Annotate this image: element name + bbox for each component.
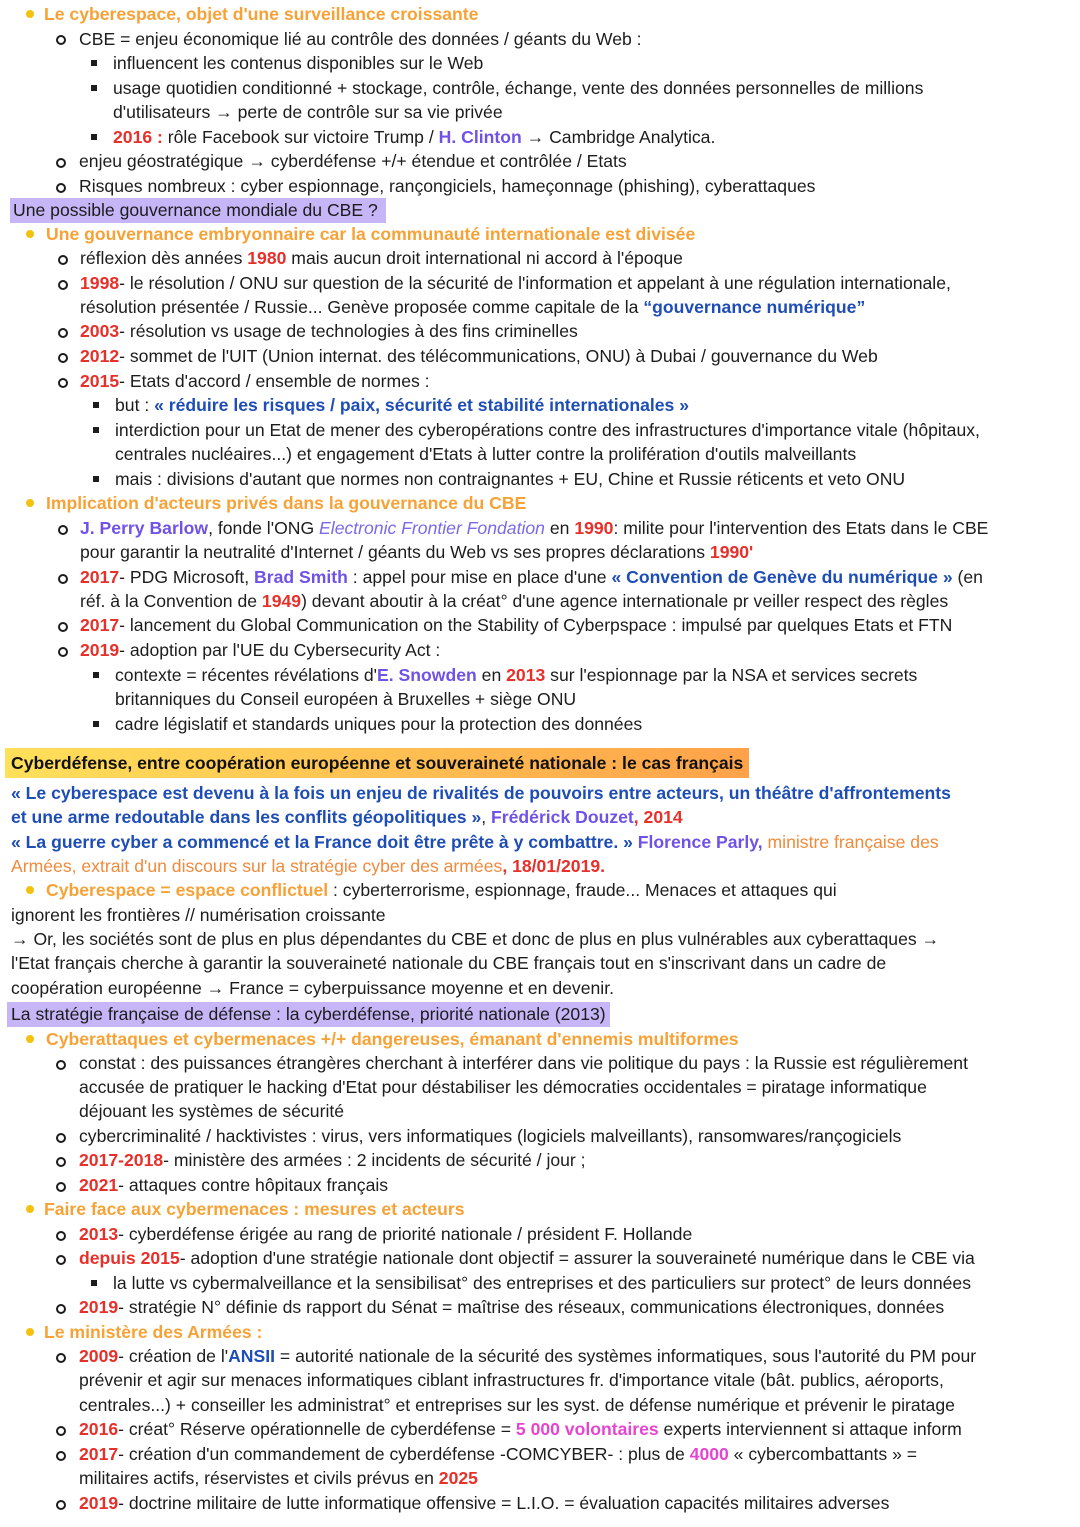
square-bullet-icon [91, 134, 97, 140]
text-line: contexte = récentes révélations d'E. Snowden en 2013 sur l'espionnage par la NSA et services secrets [115, 665, 918, 685]
square-bullet-icon [93, 672, 99, 678]
bullet-title-gouvernance: Une gouvernance embryonnaire car la communauté internationale est divisée [46, 224, 696, 244]
number: 5 000 volontaires [515, 1419, 659, 1439]
bullet-dot-icon [26, 230, 34, 238]
text-line: 2012- sommet de l'UIT (Union internat. des télécommunications, ONU) à Dubai / gouvernance du Web [80, 346, 878, 366]
author: Florence Parly, [632, 832, 763, 852]
circle-bullet-icon [56, 1133, 66, 1143]
quote: et une arme redoutable dans les conflits géopolitiques » [11, 807, 482, 827]
org-name: ANSII [228, 1346, 276, 1366]
text-line: 2021- attaques contre hôpitaux français [79, 1175, 389, 1195]
date: , 18/01/2019. [502, 856, 606, 876]
year: 2025 [438, 1468, 478, 1488]
year: , 2014 [633, 807, 683, 827]
text-line: mais : divisions d'autant que normes non contraignantes + EU, Chine et Russie réticents et veto ONU [115, 469, 906, 489]
bullet-title-acteurs-prives: Implication d'acteurs privés dans la gouvernance du CBE [46, 493, 527, 513]
year: 2017-2018 [79, 1150, 164, 1170]
text-line: réf. à la Convention de 1949) devant aboutir à la créat° d'une agence internationale pr veiller respect des règles [80, 591, 949, 611]
quote-line: et une arme redoutable dans les conflits géopolitiques », Frédérick Douzet, 2014 [11, 807, 683, 827]
section-heading-gouvernance: Une possible gouvernance mondiale du CBE ? [10, 198, 386, 223]
text-line: d'utilisateurs → perte de contrôle sur sa vie privée [113, 102, 503, 122]
quote: “gouvernance numérique” [643, 297, 866, 317]
bullet-title-surveillance: Le cyberespace, objet d'une surveillance croissante [44, 4, 479, 24]
circle-bullet-icon [58, 378, 68, 388]
year: 1980 [247, 248, 287, 268]
text-line: influencent les contenus disponibles sur le Web [113, 53, 484, 73]
year: 1990 [574, 518, 614, 538]
circle-bullet-icon [56, 1500, 66, 1510]
text-line: 2009- création de l'ANSII = autorité nationale de la sécurité des systèmes informatiques, sous l'autorité du PM pour [79, 1346, 977, 1366]
text-line: 2017- PDG Microsoft, Brad Smith : appel pour mise en place d'une « Convention de Genève du numérique » (en [80, 567, 983, 587]
year: 2016 : [113, 127, 163, 147]
year: 2017 [79, 1444, 119, 1464]
text-line: 2019- stratégie N° définie ds rapport du Sénat = maîtrise des réseaux, communications électroniques, données [79, 1297, 945, 1317]
bullet-dot-icon [26, 1205, 34, 1213]
bullet-dot-icon [26, 886, 34, 894]
number: 4000 [689, 1444, 729, 1464]
circle-bullet-icon [56, 158, 66, 168]
text-line [113, 125, 715, 150]
year: 2019 [80, 640, 120, 660]
bullet-title-cyberattaques: Cyberattaques et cybermenaces +/+ dangereuses, émanant d'ennemis multiformes [46, 1029, 739, 1049]
year: 2019 [79, 1297, 119, 1317]
quote: « réduire les risques / paix, sécurité et stabilité internationales » [154, 395, 689, 415]
person-name: Brad Smith [254, 567, 348, 587]
text-line: accusée de pratiquer le hacking d'Etat pour déstabiliser les démocraties occidentales = piratage informatique [79, 1077, 927, 1097]
year: 1998 [80, 273, 120, 293]
circle-bullet-icon [58, 353, 68, 363]
year: 2015 [80, 371, 120, 391]
text-line: CBE = enjeu économique lié au contrôle des données / géants du Web : [79, 29, 642, 49]
text-line: centrales nucléaires...) et engagement d'Etats à lutter contre la prolifération d'outils malveillants [115, 444, 857, 464]
square-bullet-icon [93, 427, 99, 433]
text-line: constat : des puissances étrangères cherchant à interférer dans vie politique du pays : la Russie est régulièrement [79, 1053, 968, 1073]
person-name: E. Snowden [377, 665, 477, 685]
circle-bullet-icon [56, 183, 66, 193]
quote-line [11, 830, 939, 855]
text-line: 2016- créat° Réserve opérationnelle de cyberdéfense = 5 000 volontaires experts interviennent si attaque inform [79, 1419, 962, 1439]
text-line: cybercriminalité / hacktivistes : virus, vers informatiques (logiciels malveillants), ransomwares/rançogiciels [79, 1126, 902, 1146]
text-line: 2015- Etats d'accord / ensemble de normes : [80, 371, 430, 391]
circle-bullet-icon [56, 1231, 66, 1241]
text-line: coopération européenne → France = cyberpuissance moyenne et en devenir. [11, 978, 614, 998]
bullet-title-mesures: Faire face aux cybermenaces : mesures et acteurs [44, 1199, 465, 1219]
text-line: la lutte vs cybermalveillance et la sensibilisat° des entreprises et des particuliers sur protect° de leurs données [113, 1273, 972, 1293]
text-line: cadre législatif et standards uniques pour la protection des données [115, 714, 643, 734]
text-line: → Or, les sociétés sont de plus en plus dépendantes du CBE et donc de plus en plus vulnérables aux cyberattaques → [11, 929, 940, 949]
text-line: 2019- adoption par l'UE du Cybersecurity Act : [80, 640, 441, 660]
circle-bullet-icon [56, 35, 66, 45]
circle-bullet-icon [56, 1426, 66, 1436]
text-line: pour garantir la neutralité d'Internet / géants du Web vs ses propres déclarations 1990' [80, 542, 754, 562]
person-name: H. Clinton [438, 127, 522, 147]
text-line: 1998- le résolution / ONU sur question de la sécurité de l'information et appelant à une régulation internationale, [80, 273, 951, 293]
year: 2009 [79, 1346, 119, 1366]
year: 1949 [261, 591, 302, 611]
quote-line: « Le cyberespace est devenu à la fois un enjeu de rivalités de pouvoirs entre acteurs, un théâtre d'affrontements [11, 783, 951, 803]
circle-bullet-icon [56, 1182, 66, 1192]
circle-bullet-icon [56, 1060, 66, 1070]
text-line: 2017- création d'un commandement de cyberdéfense -COMCYBER- : plus de 4000 « cybercombattants » = [79, 1444, 918, 1464]
square-bullet-icon [93, 476, 99, 482]
circle-bullet-icon [58, 622, 68, 632]
text-line: usage quotidien conditionné + stockage, contrôle, échange, vente des données personnelles de millions [113, 78, 924, 98]
circle-bullet-icon [56, 1157, 66, 1167]
circle-bullet-icon [56, 1255, 66, 1265]
text-line: réflexion dès années 1980 mais aucun droit international ni accord à l'époque [80, 248, 683, 268]
circle-bullet-icon [58, 280, 68, 290]
circle-bullet-icon [58, 525, 68, 535]
square-bullet-icon [93, 721, 99, 727]
quote: « Convention de Genève du numérique » [611, 567, 953, 587]
circle-bullet-icon [56, 1353, 66, 1363]
bullet-dot-icon [26, 10, 34, 18]
section-heading-cyberdefense: Cyberdéfense, entre coopération européenne et souveraineté nationale : le cas français [5, 748, 749, 778]
bullet-dot-icon [26, 499, 34, 507]
year: depuis 2015 [79, 1248, 180, 1268]
text-line: résolution présentée / Russie... Genève proposée comme capitale de la “gouvernance numérique” [80, 297, 866, 317]
text-line: Cyberespace = espace conflictuel : cyberterrorisme, espionnage, fraude... Menaces et attaques qui [46, 880, 837, 900]
text-line: Risques nombreux : cyber espionnage, rançongiciels, hameçonnage (phishing), cyberattaques [79, 176, 816, 196]
circle-bullet-icon [56, 1451, 66, 1461]
text: → Cambridge Analytica. [521, 127, 716, 147]
quote: « La guerre cyber a commencé et la France doit être prête à y combattre. » [11, 832, 633, 852]
text-line: J. Perry Barlow, fonde l'ONG Electronic Frontier Fondation en 1990: milite pour l'intervention des Etats dans le CBE [80, 518, 989, 538]
year: 2013 [79, 1224, 119, 1244]
text-line: 2019- doctrine militaire de lutte informatique offensive = L.I.O. = évaluation capacités militaires adverses [79, 1493, 890, 1513]
bullet-dot-icon [26, 1328, 34, 1336]
text-line: britanniques du Conseil européen à Bruxelles + siège ONU [115, 689, 577, 709]
circle-bullet-icon [58, 328, 68, 338]
role: ministre française des [762, 832, 939, 852]
text-line: 2017- lancement du Global Communication on the Stability of Cyberpspace : impulsé par quelques Etats et FTN [80, 615, 953, 635]
text: rôle Facebook sur victoire Trump / [162, 127, 439, 147]
text-line: enjeu géostratégique → cyberdéfense +/+ étendue et contrôlée / Etats [79, 151, 627, 171]
square-bullet-icon [91, 1280, 97, 1286]
year: 2017 [80, 615, 120, 635]
year: 2012 [80, 346, 120, 366]
text-line: 2003- résolution vs usage de technologies à des fins criminelles [80, 321, 578, 341]
circle-bullet-icon [58, 255, 68, 265]
bullet-title: Cyberespace = espace conflictuel [46, 880, 329, 900]
year: 2017 [80, 567, 120, 587]
text-line: militaires actifs, réservistes et civils prévus en 2025 [79, 1468, 478, 1488]
year: 1990' [709, 542, 754, 562]
year: 2003 [80, 321, 120, 341]
square-bullet-icon [91, 60, 97, 66]
text-line: l'Etat français cherche à garantir la souveraineté nationale du CBE français tout en s'inscrivant dans un cadre de [11, 953, 887, 973]
org-name: Electronic Frontier Fondation [319, 518, 545, 538]
text-line: déjouant les systèmes de sécurité [79, 1101, 345, 1121]
bullet-dot-icon [26, 1035, 34, 1043]
text-line: centrales...) + conseiller les administrat° et entreprises sur les syst. de défense numérique et prévenir le piratage [79, 1395, 955, 1415]
text-line: 2017-2018- ministère des armées : 2 incidents de sécurité / jour ; [79, 1150, 586, 1170]
year: 2013 [506, 665, 546, 685]
person-name: J. Perry Barlow [80, 518, 209, 538]
text-line: but : « réduire les risques / paix, sécurité et stabilité internationales » [115, 395, 689, 415]
text-line: ignorent les frontières // numérisation croissante [11, 905, 386, 925]
author: Frédérick Douzet [491, 807, 634, 827]
text-line: depuis 2015- adoption d'une stratégie nationale dont objectif = assurer la souveraineté numérique dans le CBE via [79, 1248, 975, 1268]
source: Armées, extrait d'un discours sur la stratégie cyber des armées [11, 856, 503, 876]
circle-bullet-icon [56, 1304, 66, 1314]
bullet-title-ministere: Le ministère des Armées : [44, 1322, 263, 1342]
year: 2019 [79, 1493, 119, 1513]
year: 2021 [79, 1175, 119, 1195]
year: 2016 [79, 1419, 119, 1439]
circle-bullet-icon [58, 647, 68, 657]
quote-line [11, 854, 605, 879]
section-heading-strategie: La stratégie française de défense : la cyberdéfense, priorité nationale (2013) [7, 1002, 610, 1027]
text-line: interdiction pour un Etat de mener des cyberopérations contre des infrastructures d'importance vitale (hôpitaux, [115, 420, 980, 440]
text-line: prévenir et agir sur menaces informatiques ciblant infrastructures fr. d'importance vitale (bât. publics, aéroports, [79, 1370, 944, 1390]
square-bullet-icon [91, 85, 97, 91]
text-line: 2013- cyberdéfense érigée au rang de priorité nationale / président F. Hollande [79, 1224, 693, 1244]
circle-bullet-icon [58, 574, 68, 584]
square-bullet-icon [93, 402, 99, 408]
